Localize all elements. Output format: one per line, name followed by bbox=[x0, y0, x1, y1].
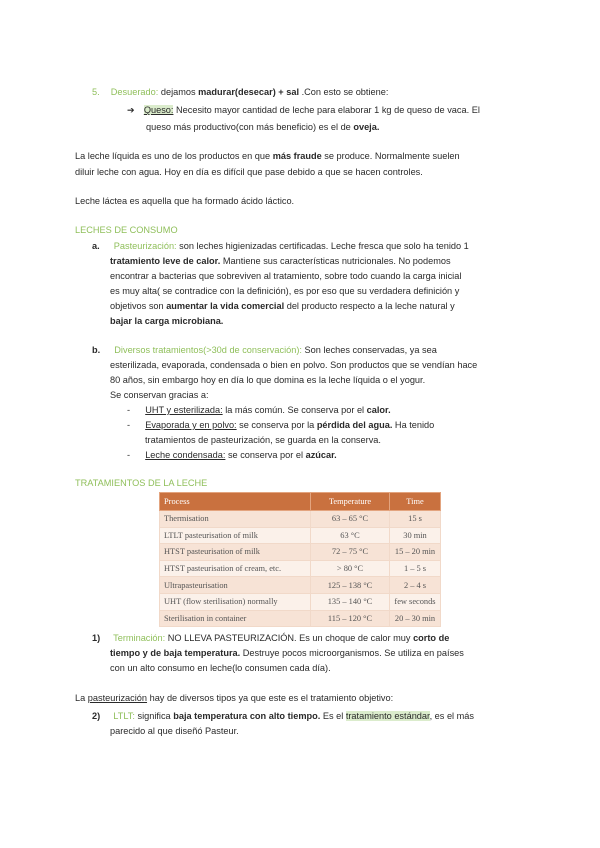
diversos-line-1 bbox=[92, 344, 437, 356]
condensada-text: se conserva por el bbox=[225, 450, 306, 460]
condensada-bold: azúcar. bbox=[305, 450, 337, 460]
queso-oveja: oveja. bbox=[353, 122, 380, 132]
uht-text: la más común. Se conserva por el bbox=[222, 405, 367, 415]
consumo-heading: LECHES DE CONSUMO bbox=[75, 225, 178, 235]
cell-time: 1 – 5 s bbox=[390, 560, 441, 577]
table-row bbox=[160, 577, 441, 594]
pasteurizacion-line-5 bbox=[110, 300, 455, 312]
cell-process: HTST pasteurisation of milk bbox=[160, 544, 311, 561]
cell-time: 30 min bbox=[390, 527, 441, 544]
item-b-number: b. bbox=[92, 345, 101, 355]
cell-process: UHT (flow sterilisation) normally bbox=[160, 593, 311, 610]
termizacion-label: Terminación: bbox=[113, 633, 166, 643]
ltlt-highlight: tratamiento estándar bbox=[345, 711, 430, 721]
sub-item-evaporada bbox=[127, 419, 434, 431]
diversos-text-1: Son leches conservadas, ya sea bbox=[301, 345, 437, 355]
evaporada-text: se conserva por la bbox=[236, 420, 317, 430]
header-temperature: Temperature bbox=[311, 493, 390, 511]
pasteurizacion-text-2: Mantiene sus características nutricionales. No podemos bbox=[220, 256, 451, 266]
pasteurizacion-text-1: son leches higienizadas certificadas. Leche fresca que solo ha tenido 1 bbox=[176, 241, 469, 251]
ltlt-text-2: Es el bbox=[320, 711, 346, 721]
cell-temperature: 63 – 65 °C bbox=[311, 511, 390, 528]
sub-item-uht bbox=[127, 404, 391, 416]
cell-time: few seconds bbox=[390, 593, 441, 610]
arrow-icon: ➔ bbox=[127, 105, 135, 115]
diversos-line-3: 80 años, sin embargo hoy en día lo que domina es la leche líquida o el yogur. bbox=[110, 375, 426, 385]
ltlt-text: significa bbox=[134, 711, 174, 721]
queso-text-2: queso más productivo(con más beneficio) es el de bbox=[146, 122, 354, 132]
termizacion-bold-2: tiempo y de baja temperatura. bbox=[110, 648, 241, 658]
fraude-line-1 bbox=[75, 150, 460, 162]
header-process: Process bbox=[160, 493, 311, 511]
cell-temperature: > 80 °C bbox=[311, 560, 390, 577]
table-header-row bbox=[160, 493, 441, 511]
item5-bold: madurar(desecar) + sal bbox=[198, 87, 300, 97]
dash-bullet: - bbox=[127, 405, 131, 415]
termizacion-line-1 bbox=[92, 632, 449, 644]
cell-time: 15 – 20 min bbox=[390, 544, 441, 561]
treatments-table bbox=[159, 492, 441, 627]
lactea-paragraph: Leche láctea es aquella que ha formado ácido láctico. bbox=[75, 196, 295, 206]
diversos-line-2: esterilizada, evaporada, condensada o bien en polvo. Son productos que se vendían hace bbox=[110, 360, 478, 370]
cell-temperature: 72 – 75 °C bbox=[311, 544, 390, 561]
pasteurizacion-line-3: encontrar a bacterias que sobreviven al tratamiento, sobre todo cuando la carga inicial bbox=[110, 271, 462, 281]
ltlt-text-3: , es el más bbox=[429, 711, 474, 721]
queso-text: Necesito mayor cantidad de leche para elaborar 1 kg de queso de vaca. El bbox=[173, 105, 480, 115]
pasteurizacion-line-4: es muy alta( se contradice con la definición), es por eso que su verdadera definición y bbox=[110, 286, 460, 296]
sub-item-evaporada-line-2: tratamientos de pasteurización, se guarda en la conserva. bbox=[145, 435, 381, 445]
ltlt-bold: baja temperatura con alto tiempo. bbox=[173, 711, 321, 721]
pasteurizacion-text-a: La bbox=[75, 693, 88, 703]
item-a-number: a. bbox=[92, 241, 100, 251]
termizacion-bold: corto de bbox=[413, 633, 450, 643]
ltlt-label: LTLT: bbox=[113, 711, 135, 721]
queso-line-1 bbox=[127, 104, 480, 116]
cell-temperature: 115 – 120 °C bbox=[311, 610, 390, 627]
pasteurizacion-text-c: hay de diversos tipos ya que este es el tratamiento objetivo: bbox=[147, 693, 394, 703]
pasteurizacion-bold: tratamiento leve de calor. bbox=[110, 256, 221, 266]
termizacion-line-3: con un alto consumo en leche(lo consumen cada día). bbox=[110, 663, 331, 673]
sub-item-condensada bbox=[127, 449, 337, 461]
table-row bbox=[160, 593, 441, 610]
item5-line bbox=[92, 86, 388, 98]
termizacion-caps: NO LLEVA PASTEURIZACIÓN. bbox=[165, 633, 297, 643]
fraude-line-2: diluir leche con agua. Hoy en día es difícil que pase debido a que se hacen controles. bbox=[75, 167, 423, 177]
table-row bbox=[160, 610, 441, 627]
fraude-bold: más fraude bbox=[272, 151, 322, 161]
cell-process: Ultrapasteurisation bbox=[160, 577, 311, 594]
queso-label: Queso: bbox=[143, 105, 174, 115]
termizacion-text-2: Destruye pocos microorganismos. Se utiliza en países bbox=[240, 648, 464, 658]
evaporada-text-end: Ha tenido bbox=[392, 420, 435, 430]
dash-bullet: - bbox=[127, 420, 131, 430]
header-time: Time bbox=[390, 493, 441, 511]
cell-time: 15 s bbox=[390, 511, 441, 528]
pasteurizacion-line-2 bbox=[110, 255, 451, 267]
item-1-number: 1) bbox=[92, 633, 101, 643]
evaporada-label: Evaporada y en polvo: bbox=[145, 420, 237, 430]
termizacion-line-2 bbox=[110, 647, 464, 659]
pasteurizacion-label: Pasteurización: bbox=[113, 241, 177, 251]
dash-bullet: - bbox=[127, 450, 131, 460]
fraude-text: La leche líquida es uno de los productos en que bbox=[75, 151, 273, 161]
pasteurizacion-text-5: objetivos son bbox=[110, 301, 167, 311]
item5-label: Desuerado: bbox=[110, 87, 159, 97]
table-row bbox=[160, 527, 441, 544]
uht-label: UHT y esterilizada: bbox=[145, 405, 223, 415]
cell-temperature: 63 °C bbox=[311, 527, 390, 544]
cell-process: Thermisation bbox=[160, 511, 311, 528]
cell-temperature: 135 – 140 °C bbox=[311, 593, 390, 610]
item5-text: dejamos bbox=[158, 87, 199, 97]
queso-line-2 bbox=[146, 121, 379, 133]
cell-time: 20 – 30 min bbox=[390, 610, 441, 627]
pasteurizacion-bold-2: aumentar la vida comercial bbox=[166, 301, 285, 311]
table-row bbox=[160, 560, 441, 577]
cell-process: Sterilisation in container bbox=[160, 610, 311, 627]
diversos-line-4: Se conservan gracias a: bbox=[110, 390, 209, 400]
ltlt-line-2: parecido al que diseñó Pasteur. bbox=[110, 726, 239, 736]
tratamientos-heading: TRATAMIENTOS DE LA LECHE bbox=[75, 478, 208, 488]
condensada-label: Leche condensada: bbox=[145, 450, 226, 460]
uht-bold: calor. bbox=[366, 405, 391, 415]
cell-temperature: 125 – 138 °C bbox=[311, 577, 390, 594]
item-2-number: 2) bbox=[92, 711, 101, 721]
item5-text-end: .Con esto se obtiene: bbox=[299, 87, 389, 97]
ltlt-line-1 bbox=[92, 710, 474, 722]
pasteurizacion-line-6: bajar la carga microbiana. bbox=[110, 316, 224, 326]
fraude-text-end: se produce. Normalmente suelen bbox=[321, 151, 460, 161]
pasteurizacion-underlined: pasteurización bbox=[87, 693, 148, 703]
evaporada-bold: pérdida del agua. bbox=[316, 420, 393, 430]
pasteurizacion-paragraph bbox=[75, 692, 393, 704]
pasteurizacion-text-5b: del producto respecto a la leche natural y bbox=[284, 301, 455, 311]
table-row bbox=[160, 511, 441, 528]
cell-process: HTST pasteurisation of cream, etc. bbox=[160, 560, 311, 577]
cell-process: LTLT pasteurisation of milk bbox=[160, 527, 311, 544]
diversos-label: Diversos tratamientos(>30d de conservación): bbox=[114, 345, 302, 355]
termizacion-text: Es un choque de calor muy bbox=[296, 633, 414, 643]
cell-time: 2 – 4 s bbox=[390, 577, 441, 594]
pasteurizacion-line-1 bbox=[92, 240, 469, 252]
item5-number: 5. bbox=[92, 87, 100, 97]
table-row bbox=[160, 544, 441, 561]
